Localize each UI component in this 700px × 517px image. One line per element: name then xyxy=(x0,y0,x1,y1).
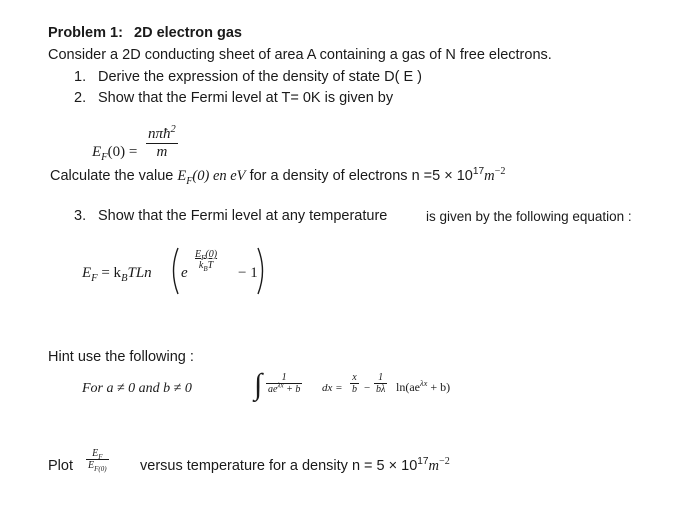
integral-f3-num: 1 xyxy=(378,372,384,383)
eq2-minus-one: − 1 xyxy=(238,265,258,281)
integral-fraction-3 xyxy=(374,372,387,395)
item-3-suffix: is given by the following equation : xyxy=(426,209,632,224)
item-3-number: 3. xyxy=(74,208,87,224)
eq2-lhs: $E_F = k_BTLn$ xyxy=(82,265,152,284)
eq1-lhs-symbol: E xyxy=(92,144,102,160)
integral-fraction-1 xyxy=(266,372,302,395)
integral-f2-den: b xyxy=(352,384,357,395)
integral-f1-num: 1 xyxy=(281,372,287,383)
hint-condition: For a ≠ 0 and b ≠ 0 xyxy=(82,381,192,396)
eq2-exp-base: e xyxy=(181,265,188,281)
item-1-text: Derive the expression of the density of state D( E ) xyxy=(98,69,422,85)
calc-expr: E xyxy=(177,168,187,184)
eq1-lhs-sub: F xyxy=(101,152,108,163)
problem-label: Problem 1: xyxy=(48,25,123,41)
eq2-exp-denominator: $k_BT$ xyxy=(198,260,214,273)
item-2-number: 2. xyxy=(74,90,87,106)
calc-unit: m xyxy=(484,168,495,184)
integral-fraction-2 xyxy=(350,372,359,395)
plot-label: Plot xyxy=(48,458,73,474)
plot-text: versus temperature for a density $n = 5 \times 10^{17}m^{-2}$ xyxy=(140,456,450,474)
calculate-line xyxy=(50,167,505,185)
eq2-open-paren xyxy=(168,246,180,296)
eq1-fraction xyxy=(146,126,178,161)
eq1-lhs xyxy=(92,143,137,161)
item-1-number: 1. xyxy=(74,69,87,85)
calc-expr-rest: (0) en eV xyxy=(192,168,246,184)
calc-mid: for a density of electrons n =5 × 10 xyxy=(245,168,473,184)
integral-f1-den: $ae^{\lambda x} + b$ xyxy=(268,381,301,395)
integral-dx: dx = xyxy=(322,382,343,394)
integral-ln: $\ln(ae^{\lambda x} + b)$ xyxy=(396,379,451,394)
calc-exp1: 17 xyxy=(472,166,485,178)
integral-f3-den: bλ xyxy=(376,384,386,395)
item-2-text: Show that the Fermi level at T= 0K is given by xyxy=(98,90,394,106)
hint-text: Hint use the following : xyxy=(48,349,194,365)
eq2-exponent-fraction xyxy=(193,249,219,271)
problem-title: 2D electron gas xyxy=(134,25,242,41)
plot-frac-num: $E_F$ xyxy=(92,448,103,461)
plot-fraction xyxy=(86,448,109,471)
calc-prefix: Calculate the value xyxy=(50,168,178,184)
item-3-text: Show that the Fermi level at any temperature xyxy=(98,208,388,224)
calc-exp2: −2 xyxy=(494,166,506,178)
integral-f2-num: x xyxy=(352,372,357,383)
eq2-exp-numerator: $E_F(0)$ xyxy=(195,249,218,262)
eq2-close-paren xyxy=(256,246,268,296)
calc-expr-sub: F xyxy=(186,175,193,187)
eq1-lhs-arg: (0) = xyxy=(107,144,138,160)
eq1-denominator: m xyxy=(156,144,168,160)
plot-frac-den: $E_{F(0)}$ xyxy=(88,460,107,473)
eq1-numerator: nπħ$^2$ xyxy=(148,124,176,142)
integral-minus: − xyxy=(364,382,371,394)
intro-text: Consider a 2D conducting sheet of area A containing a gas of N free electrons. xyxy=(48,47,552,63)
integral-sign: ∫ xyxy=(254,368,263,401)
